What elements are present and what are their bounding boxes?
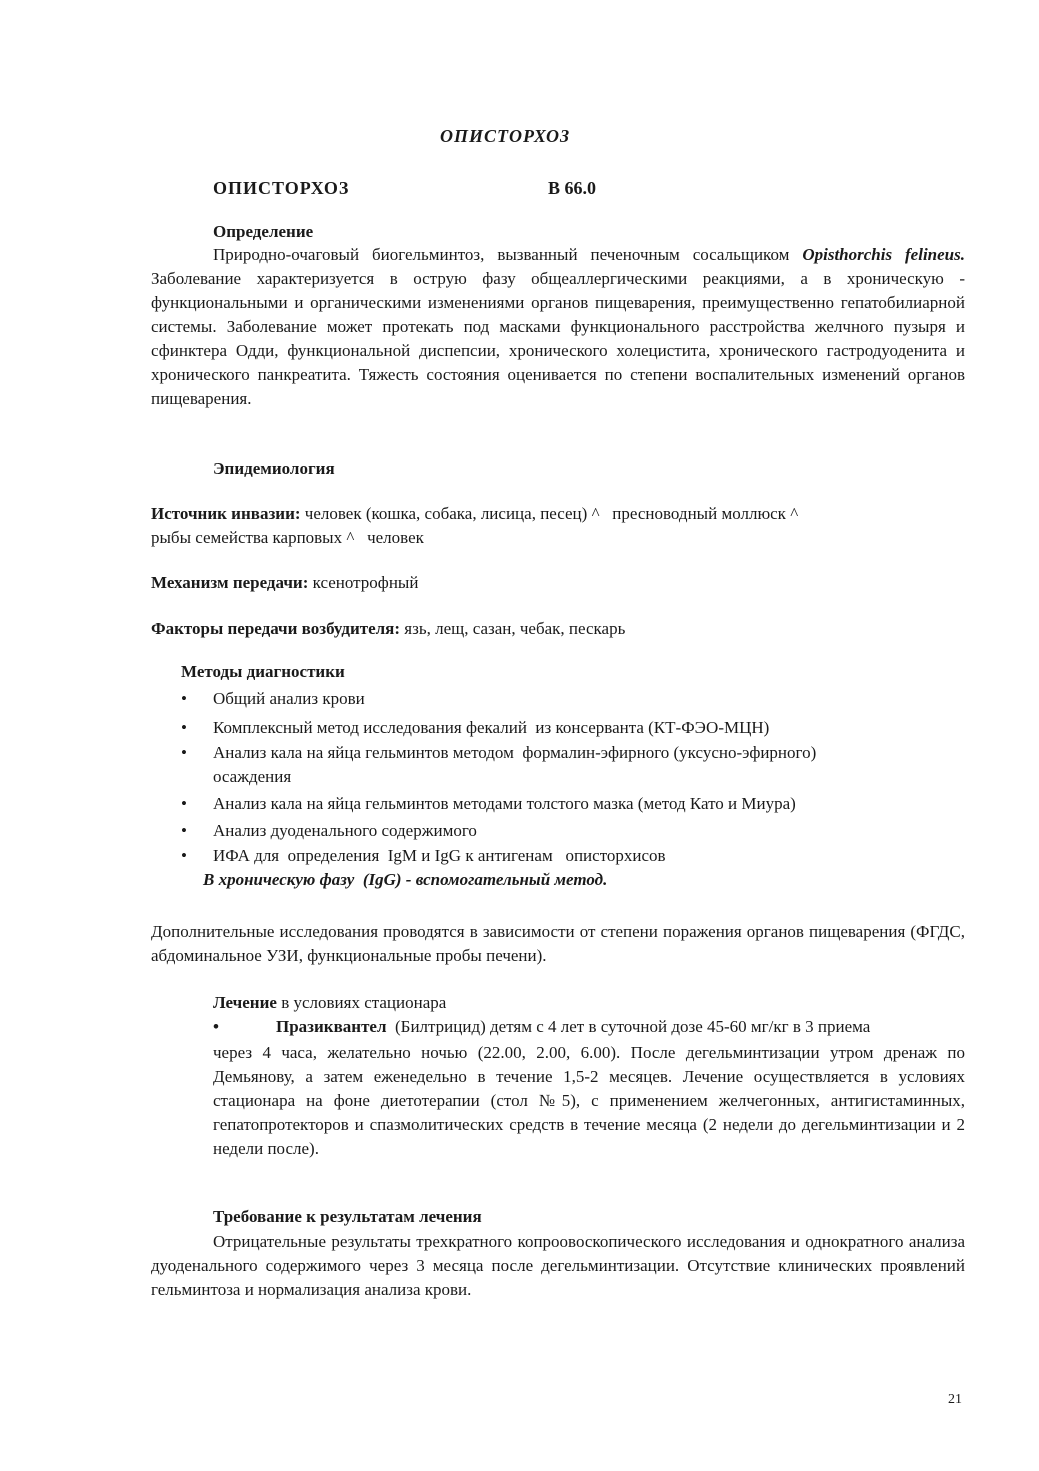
organism-name: Opisthorchis felineus. — [802, 245, 965, 264]
definition-rest: Заболевание характеризуется в острую фазу общеаллергическими реакциями, а в хроническую - функциональными и органическими изменениями органов пищеварения, преимущественно гепатобилиарной системы. Заболевание может протекать под масками функционального расстройства желчного пузыря и сфинктера Одди, функциональной диспепсии, хронического холецистита, хронического гастродуоденита и хронического панкреатита. Тяжесть состояния оценивается по степени воспалительных изменений органов пищеварения. — [151, 269, 965, 408]
bullet-icon: • — [181, 718, 187, 737]
definition-paragraph — [151, 243, 965, 411]
diagnostics-note: В хроническую фазу (IgG) - вспомогательный метод. — [203, 870, 608, 889]
treatment-heading: Лечение — [213, 993, 277, 1012]
disease-code: В 66.0 — [548, 178, 597, 198]
requirements-body: Отрицательные результаты трехкратного копроовоскопического исследования и однократного анализа дуоденального содержимого через 3 месяца после дегельминтизации. Отсутствие клинических проявлений гельминтоза и нормализация анализа крови. — [151, 1232, 965, 1299]
epidemiology-heading: Эпидемиология — [213, 459, 335, 478]
requirements-heading: Требование к результатам лечения — [213, 1207, 482, 1226]
factors-line — [151, 619, 625, 639]
treatment-line-1 — [276, 1017, 870, 1037]
treatment-body: через 4 часа, желательно ночью (22.00, 2.00, 6.00). После дегельминтизации утром дренаж по Демьянову, а затем еженедельно в течение 1,5-2 месяцев. Лечение осуществляется в условиях стационара на фоне диетотерапии (стол №5), с применением желчегонных, антигистаминных, гепатопротекторов и спазмолитических средств в течение месяца (2 недели до дегельминтизации и 2 недели после). — [213, 1043, 965, 1158]
treatment-paragraph — [213, 1041, 965, 1161]
list-item: Анализ кала на яйца гельминтов методами толстого мазка (метод Като и Миура) — [213, 794, 796, 813]
list-item: ИФА для определения IgM и IgG к антигенам описторхисов — [213, 846, 666, 865]
mechanism-label: Механизм передачи: — [151, 573, 309, 592]
mechanism-value: ксенотрофный — [312, 573, 419, 592]
definition-heading: Определение — [213, 222, 314, 241]
source-line-2: рыбы семейства карповых ^ человек — [151, 528, 424, 547]
bullet-icon: • — [181, 846, 187, 865]
mechanism-line — [151, 573, 418, 593]
source-line-1 — [151, 504, 798, 524]
factors-value: язь, лещ, сазан, чебак, пескарь — [404, 619, 626, 638]
diagnostics-heading: Методы диагностики — [181, 662, 345, 681]
list-item: Общий анализ крови — [213, 689, 365, 708]
bullet-icon: • — [213, 1017, 219, 1036]
list-item-continuation: осаждения — [213, 767, 292, 786]
definition-lead: Природно-очаговый биогельминтоз, вызванный печеночным сосальщиком — [213, 245, 790, 264]
list-item: Анализ кала на яйца гельминтов методом формалин-эфирного (уксусно-эфирного) — [213, 743, 817, 762]
additional-paragraph — [151, 920, 965, 968]
list-item: Комплексный метод исследования фекалий из консерванта (КТ-ФЭО-МЦН) — [213, 718, 770, 737]
bullet-icon: • — [181, 689, 187, 708]
bullet-icon: • — [181, 743, 187, 762]
document-title: ОПИСТОРХОЗ — [440, 126, 571, 146]
source-label: Источник инвазии: — [151, 504, 301, 523]
treatment-heading-rest: в условиях стационара — [276, 993, 447, 1012]
requirements-paragraph — [151, 1230, 965, 1302]
disease-name: ОПИСТОРХОЗ — [213, 178, 350, 198]
treatment-heading-line — [213, 993, 446, 1013]
drug-name: Празиквантел — [276, 1017, 387, 1036]
source-value-1: человек (кошка, собака, лисица, песец) ^ пресноводный моллюск ^ — [304, 504, 799, 523]
list-item: Анализ дуоденального содержимого — [213, 821, 477, 840]
page-number: 21 — [948, 1392, 962, 1407]
bullet-icon: • — [181, 821, 187, 840]
treatment-line-1-rest: (Билтрицид) детям с 4 лет в суточной дозе 45-60 мг/кг в 3 приема — [395, 1017, 871, 1036]
factors-label: Факторы передачи возбудителя: — [151, 619, 401, 638]
additional-text: Дополнительные исследования проводятся в зависимости от степени поражения органов пищеварения (ФГДС, абдоминальное УЗИ, функциональные пробы печени). — [151, 922, 965, 965]
bullet-icon: • — [181, 794, 187, 813]
